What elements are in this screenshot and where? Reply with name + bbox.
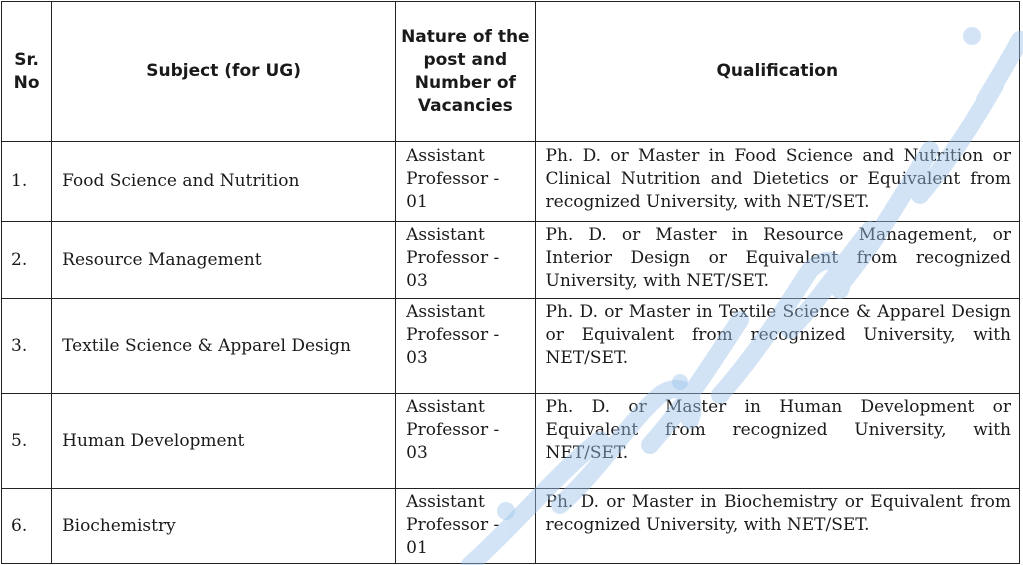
header-subject: Subject (for UG) — [52, 2, 396, 142]
cell-post: Assistant Professor - 03 — [396, 394, 535, 489]
cell-sr-no: 3. — [2, 299, 52, 394]
cell-qualification: Ph. D. or Master in Food Science and Nutrition or Clinical Nutrition and Dietetics or Equivalent from recognized University, with NET/SET. — [535, 142, 1019, 222]
table-row — [2, 299, 1020, 394]
cell-post: Assistant Professor - 03 — [396, 299, 535, 394]
cell-sr-no: 6. — [2, 489, 52, 564]
cell-qualification: Ph. D. or Master in Textile Science & Apparel Design or Equivalent from recognized University, with NET/SET. — [535, 299, 1019, 394]
header-post: Nature of the post and Number of Vacancies — [396, 2, 535, 142]
cell-post: Assistant Professor - 01 — [396, 142, 535, 222]
table-header-row — [2, 2, 1020, 142]
cell-subject: Biochemistry — [52, 489, 396, 564]
cell-qualification: Ph. D. or Master in Human Development or Equivalent from recognized University, with NET/SET. — [535, 394, 1019, 489]
cell-sr-no: 1. — [2, 142, 52, 222]
table-row — [2, 489, 1020, 564]
cell-subject: Textile Science & Apparel Design — [52, 299, 396, 394]
cell-subject: Human Development — [52, 394, 396, 489]
table-row — [2, 142, 1020, 222]
cell-subject: Resource Management — [52, 222, 396, 299]
table-row — [2, 394, 1020, 489]
vacancy-table — [1, 1, 1020, 564]
cell-sr-no: 2. — [2, 222, 52, 299]
cell-post: Assistant Professor - 03 — [396, 222, 535, 299]
cell-subject: Food Science and Nutrition — [52, 142, 396, 222]
cell-post: Assistant Professor - 01 — [396, 489, 535, 564]
header-sr-no: Sr. No — [2, 2, 52, 142]
header-qualification: Qualification — [535, 2, 1019, 142]
cell-qualification: Ph. D. or Master in Resource Management, or Interior Design or Equivalent from recognized University, with NET/SET. — [535, 222, 1019, 299]
cell-qualification: Ph. D. or Master in Biochemistry or Equivalent from recognized University, with NET/SET. — [535, 489, 1019, 564]
table-row — [2, 222, 1020, 299]
cell-sr-no: 5. — [2, 394, 52, 489]
